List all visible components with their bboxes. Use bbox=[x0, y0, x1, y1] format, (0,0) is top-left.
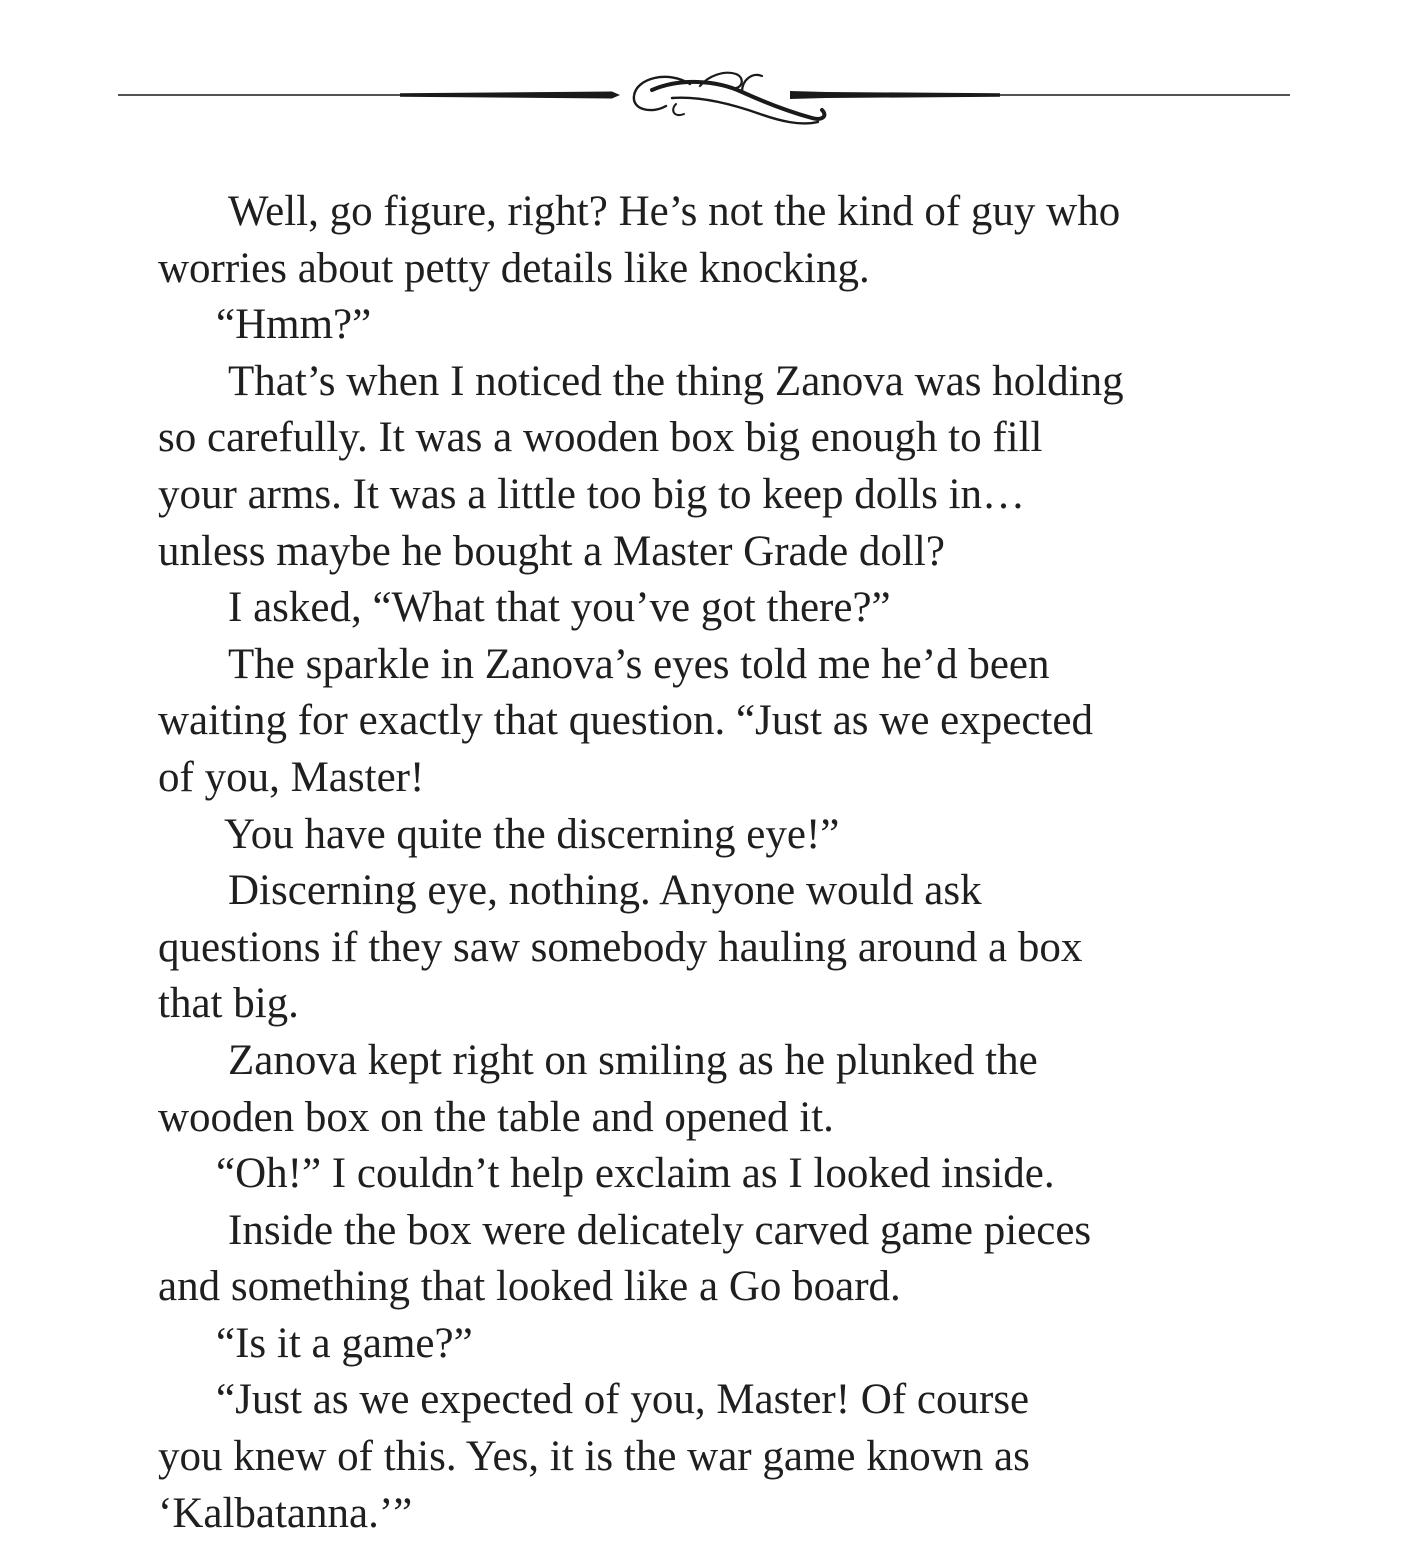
text-line: Well, go figure, right? He’s not the kind of guy who bbox=[228, 188, 1121, 235]
text-line: you knew of this. Yes, it is the war game known as bbox=[158, 1433, 1030, 1481]
text-line: That’s when I noticed the thing Zanova was holding bbox=[228, 357, 1124, 405]
text-line: your arms. It was a little too big to keep dolls in… bbox=[158, 470, 1026, 518]
text-line: You have quite the discerning eye!” bbox=[224, 810, 840, 858]
text-line: “Hmm?” bbox=[216, 301, 372, 349]
body-text bbox=[158, 184, 1238, 1542]
ornament-divider-icon bbox=[0, 0, 1404, 140]
text-line: “Oh!” I couldn’t help exclaim as I looked inside. bbox=[216, 1150, 1055, 1198]
text-line: and something that looked like a Go board. bbox=[158, 1263, 901, 1311]
text-line: of you, Master! bbox=[158, 753, 425, 801]
text-line: so carefully. It was a wooden box big enough to fill bbox=[158, 414, 1043, 462]
text-line: that big. bbox=[158, 980, 299, 1028]
text-line: waiting for exactly that question. “Just as we expected bbox=[158, 697, 1093, 745]
text-line: Inside the box were delicately carved game pieces bbox=[228, 1206, 1092, 1254]
text-line: wooden box on the table and opened it. bbox=[158, 1093, 834, 1141]
text-line: “Is it a game?” bbox=[216, 1319, 473, 1367]
text-line: Discerning eye, nothing. Anyone would ask bbox=[228, 867, 982, 915]
text-line: questions if they saw somebody hauling around a box bbox=[158, 923, 1083, 971]
text-line: unless maybe he bought a Master Grade doll? bbox=[158, 527, 945, 575]
text-line: “Just as we expected of you, Master! Of course bbox=[216, 1376, 1030, 1424]
text-line: ‘Kalbatanna.’” bbox=[158, 1489, 413, 1537]
text-line: worries about petty details like knocking. bbox=[158, 244, 870, 292]
text-line: The sparkle in Zanova’s eyes told me he’d been bbox=[228, 640, 1050, 688]
text-line: I asked, “What that you’ve got there?” bbox=[228, 584, 891, 632]
text-line: Zanova kept right on smiling as he plunked the bbox=[228, 1036, 1038, 1084]
